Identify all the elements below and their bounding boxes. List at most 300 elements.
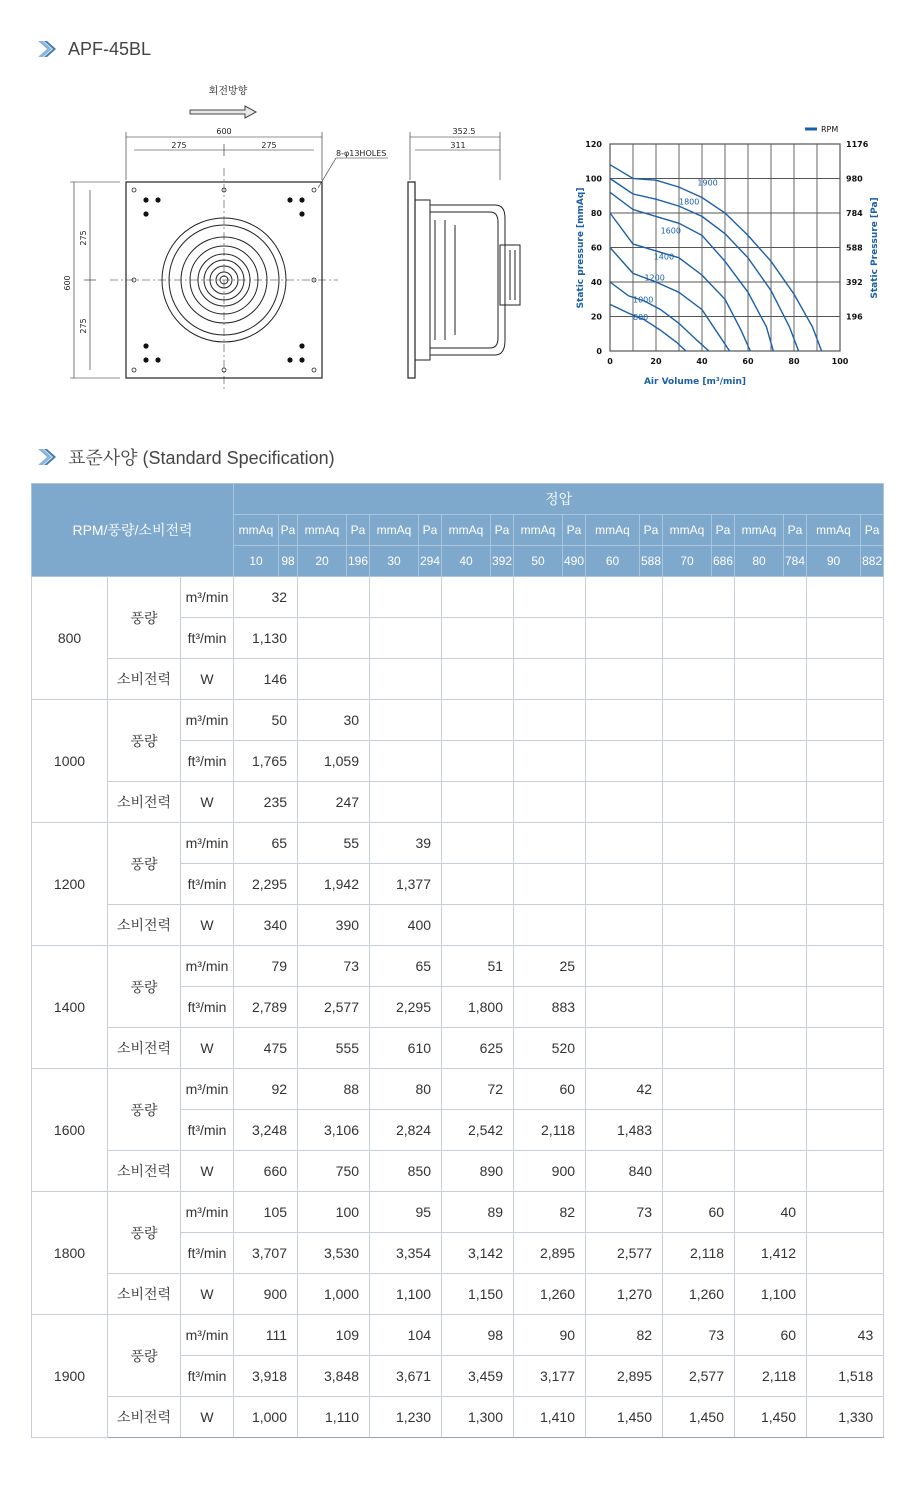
value-cell: 1,518 (807, 1356, 884, 1397)
dim-depth-total: 352.5 (452, 127, 476, 136)
airflow-label: 풍량 (108, 823, 181, 905)
header-unit-mmaq: mmAq (298, 515, 347, 546)
value-cell: 340 (234, 905, 298, 946)
value-cell (663, 864, 735, 905)
rpm-cell: 1400 (32, 946, 108, 1069)
value-cell (663, 823, 735, 864)
airflow-label: 풍량 (108, 1069, 181, 1151)
header-pressure-mmaq: 80 (735, 546, 784, 577)
value-cell (370, 700, 442, 741)
table-row (32, 823, 884, 864)
header-pressure-pa: 686 (712, 546, 735, 577)
value-cell: 1,130 (234, 618, 298, 659)
value-cell: 247 (298, 782, 370, 823)
value-cell: 1,000 (298, 1274, 370, 1315)
value-cell: 32 (234, 577, 298, 618)
value-cell (807, 1069, 884, 1110)
rpm-cell: 800 (32, 577, 108, 700)
power-label: 소비전력 (108, 782, 181, 823)
value-cell (735, 1028, 807, 1069)
value-cell (663, 700, 735, 741)
value-cell: 390 (298, 905, 370, 946)
curve-label-1800: 1800 (679, 197, 700, 207)
value-cell (514, 741, 586, 782)
value-cell: 840 (586, 1151, 663, 1192)
y-tick-label: 80 (590, 209, 602, 218)
value-cell: 1,483 (586, 1110, 663, 1151)
header-corner: RPM/풍량/소비전력 (32, 484, 234, 577)
table-row (32, 1397, 884, 1438)
header-unit-mmaq: mmAq (735, 515, 784, 546)
value-cell: 1,330 (807, 1397, 884, 1438)
value-cell: 660 (234, 1151, 298, 1192)
value-cell (586, 782, 663, 823)
value-cell: 400 (370, 905, 442, 946)
header-unit-pa: Pa (347, 515, 370, 546)
value-cell (807, 1233, 884, 1274)
curve-label-1000: 1000 (633, 295, 654, 305)
value-cell: 30 (298, 700, 370, 741)
value-cell (442, 905, 514, 946)
value-cell (370, 618, 442, 659)
header-pressure-pa: 294 (419, 546, 442, 577)
header-unit-mmaq: mmAq (514, 515, 563, 546)
value-cell: 72 (442, 1069, 514, 1110)
value-cell (735, 659, 807, 700)
curve-label-1600: 1600 (660, 226, 681, 236)
value-cell (663, 618, 735, 659)
y2-tick-label: 784 (846, 209, 863, 218)
value-cell: 90 (514, 1315, 586, 1356)
dim-height-bottom: 275 (79, 318, 88, 334)
value-cell: 92 (234, 1069, 298, 1110)
unit-cell: W (181, 1151, 234, 1192)
header-pressure-mmaq: 60 (586, 546, 640, 577)
value-cell: 79 (234, 946, 298, 987)
value-cell: 73 (298, 946, 370, 987)
value-cell: 625 (442, 1028, 514, 1069)
header-unit-pa: Pa (712, 515, 735, 546)
x-tick-label: 100 (831, 357, 849, 366)
value-cell: 95 (370, 1192, 442, 1233)
header-pressure-pa: 196 (347, 546, 370, 577)
value-cell: 475 (234, 1028, 298, 1069)
value-cell: 1,100 (370, 1274, 442, 1315)
value-cell: 100 (298, 1192, 370, 1233)
header-pressure-mmaq: 40 (442, 546, 491, 577)
table-row (32, 905, 884, 946)
value-cell (586, 946, 663, 987)
value-cell (586, 1028, 663, 1069)
unit-cell: m³/min (181, 1192, 234, 1233)
value-cell: 900 (234, 1274, 298, 1315)
value-cell (442, 577, 514, 618)
value-cell: 104 (370, 1315, 442, 1356)
value-cell: 1,260 (663, 1274, 735, 1315)
header-unit-pa: Pa (861, 515, 884, 546)
value-cell: 235 (234, 782, 298, 823)
power-label: 소비전력 (108, 1397, 181, 1438)
x-tick-label: 60 (742, 357, 754, 366)
unit-cell: W (181, 1397, 234, 1438)
value-cell (663, 659, 735, 700)
value-cell: 1,000 (234, 1397, 298, 1438)
value-cell (370, 741, 442, 782)
value-cell: 2,577 (586, 1233, 663, 1274)
x-tick-label: 80 (788, 357, 800, 366)
value-cell (586, 618, 663, 659)
value-cell: 80 (370, 1069, 442, 1110)
unit-cell: W (181, 1274, 234, 1315)
value-cell: 3,248 (234, 1110, 298, 1151)
value-cell: 39 (370, 823, 442, 864)
value-cell (514, 700, 586, 741)
value-cell (735, 946, 807, 987)
value-cell (663, 782, 735, 823)
unit-cell: m³/min (181, 1315, 234, 1356)
value-cell: 1,412 (735, 1233, 807, 1274)
value-cell: 3,106 (298, 1110, 370, 1151)
value-cell: 1,410 (514, 1397, 586, 1438)
unit-cell: ft³/min (181, 987, 234, 1028)
value-cell: 51 (442, 946, 514, 987)
chart-x-axis-label: Air Volume [m³/min] (643, 377, 747, 387)
value-cell (807, 659, 884, 700)
y2-tick-label: 980 (846, 174, 863, 184)
unit-cell: W (181, 905, 234, 946)
rotation-arrow-icon (190, 106, 256, 118)
value-cell (663, 987, 735, 1028)
value-cell (442, 741, 514, 782)
value-cell: 2,542 (442, 1110, 514, 1151)
header-pressure-mmaq: 50 (514, 546, 563, 577)
value-cell: 555 (298, 1028, 370, 1069)
unit-cell: ft³/min (181, 1356, 234, 1397)
value-cell (370, 782, 442, 823)
unit-cell: ft³/min (181, 1110, 234, 1151)
power-label: 소비전력 (108, 905, 181, 946)
power-label: 소비전력 (108, 1028, 181, 1069)
unit-cell: m³/min (181, 823, 234, 864)
header-unit-mmaq: mmAq (370, 515, 419, 546)
header-pressure-pa: 784 (784, 546, 807, 577)
value-cell: 3,142 (442, 1233, 514, 1274)
header-pressure-mmaq: 90 (807, 546, 861, 577)
y2-tick-label: 588 (846, 243, 863, 253)
value-cell (807, 741, 884, 782)
table-row (32, 1028, 884, 1069)
value-cell: 1,450 (663, 1397, 735, 1438)
rotation-label: 회전방향 (208, 86, 248, 97)
rpm-cell: 1000 (32, 700, 108, 823)
header-static-pressure: 정압 (234, 484, 884, 515)
value-cell (807, 618, 884, 659)
dim-depth-body: 311 (450, 141, 466, 150)
header-pressure-pa: 392 (491, 546, 514, 577)
value-cell: 1,300 (442, 1397, 514, 1438)
dim-holes-note: 8-φ13HOLES (336, 149, 387, 158)
value-cell (663, 577, 735, 618)
value-cell: 890 (442, 1151, 514, 1192)
value-cell: 1,260 (514, 1274, 586, 1315)
unit-cell: ft³/min (181, 618, 234, 659)
power-label: 소비전력 (108, 1151, 181, 1192)
curve-label-1200: 1200 (644, 273, 665, 283)
chart-y-axis-label-right: Static Pressure [Pa] (870, 197, 880, 299)
section-title-spec (36, 444, 335, 470)
value-cell: 105 (234, 1192, 298, 1233)
header-unit-pa: Pa (640, 515, 663, 546)
value-cell: 610 (370, 1028, 442, 1069)
value-cell: 89 (442, 1192, 514, 1233)
dim-width-total: 600 (216, 127, 232, 136)
value-cell (807, 1192, 884, 1233)
table-row (32, 659, 884, 700)
value-cell: 2,577 (298, 987, 370, 1028)
value-cell: 3,177 (514, 1356, 586, 1397)
value-cell: 88 (298, 1069, 370, 1110)
spec-title: 표준사양 (Standard Specification) (68, 448, 335, 468)
value-cell (735, 618, 807, 659)
value-cell: 750 (298, 1151, 370, 1192)
value-cell: 1,270 (586, 1274, 663, 1315)
table-row (32, 1151, 884, 1192)
value-cell: 65 (370, 946, 442, 987)
value-cell: 2,295 (370, 987, 442, 1028)
value-cell (735, 1151, 807, 1192)
value-cell: 2,577 (663, 1356, 735, 1397)
unit-cell: m³/min (181, 1069, 234, 1110)
header-unit-pa: Pa (491, 515, 514, 546)
value-cell (807, 987, 884, 1028)
header-pressure-mmaq: 30 (370, 546, 419, 577)
value-cell (370, 577, 442, 618)
value-cell (514, 577, 586, 618)
value-cell: 1,765 (234, 741, 298, 782)
unit-cell: m³/min (181, 946, 234, 987)
value-cell: 850 (370, 1151, 442, 1192)
value-cell (807, 905, 884, 946)
unit-cell: W (181, 1028, 234, 1069)
value-cell (807, 782, 884, 823)
value-cell (514, 823, 586, 864)
table-row (32, 782, 884, 823)
value-cell (807, 1028, 884, 1069)
value-cell: 60 (735, 1315, 807, 1356)
value-cell: 2,118 (663, 1233, 735, 1274)
performance-chart (555, 118, 885, 398)
header-pressure-mmaq: 20 (298, 546, 347, 577)
curve-label-800: 800 (633, 312, 649, 322)
y-tick-label: 60 (590, 243, 602, 253)
table-row (32, 1274, 884, 1315)
table-row (32, 577, 884, 618)
airflow-label: 풍량 (108, 577, 181, 659)
value-cell: 60 (663, 1192, 735, 1233)
unit-cell: W (181, 659, 234, 700)
value-cell: 73 (586, 1192, 663, 1233)
rpm-cell: 1600 (32, 1069, 108, 1192)
header-pressure-pa: 490 (563, 546, 586, 577)
rpm-cell: 1900 (32, 1315, 108, 1438)
value-cell (735, 1069, 807, 1110)
header-unit-pa: Pa (279, 515, 298, 546)
value-cell (663, 1110, 735, 1151)
y2-tick-label: 392 (846, 278, 863, 287)
value-cell (807, 823, 884, 864)
value-cell (586, 987, 663, 1028)
header-unit-mmaq: mmAq (442, 515, 491, 546)
value-cell: 1,942 (298, 864, 370, 905)
value-cell: 111 (234, 1315, 298, 1356)
value-cell (663, 905, 735, 946)
value-cell: 1,110 (298, 1397, 370, 1438)
y2-tick-label: 196 (846, 312, 863, 322)
value-cell (514, 905, 586, 946)
rpm-cell: 1200 (32, 823, 108, 946)
unit-cell: ft³/min (181, 741, 234, 782)
unit-cell: m³/min (181, 700, 234, 741)
value-cell: 520 (514, 1028, 586, 1069)
curve-label-1900: 1900 (697, 178, 718, 188)
rpm-cell: 1800 (32, 1192, 108, 1315)
header-unit-mmaq: mmAq (663, 515, 712, 546)
unit-cell: W (181, 782, 234, 823)
value-cell: 2,118 (514, 1110, 586, 1151)
y-tick-label: 0 (596, 347, 602, 356)
header-pressure-pa: 588 (640, 546, 663, 577)
section-title-model (36, 38, 151, 60)
curve-label-1400: 1400 (653, 252, 675, 262)
value-cell: 1,377 (370, 864, 442, 905)
value-cell: 2,789 (234, 987, 298, 1028)
value-cell: 3,459 (442, 1356, 514, 1397)
header-unit-pa: Pa (563, 515, 586, 546)
header-unit-mmaq: mmAq (807, 515, 861, 546)
dim-height-top: 275 (79, 230, 88, 246)
value-cell: 1,150 (442, 1274, 514, 1315)
header-pressure-mmaq: 10 (234, 546, 279, 577)
value-cell (735, 782, 807, 823)
header-unit-mmaq: mmAq (234, 515, 279, 546)
chart-y-axis-label-left: Static pressure [mmAq] (576, 187, 586, 309)
value-cell: 883 (514, 987, 586, 1028)
value-cell (807, 864, 884, 905)
value-cell: 146 (234, 659, 298, 700)
value-cell: 1,230 (370, 1397, 442, 1438)
unit-cell: m³/min (181, 577, 234, 618)
x-tick-label: 20 (650, 357, 662, 366)
value-cell: 2,295 (234, 864, 298, 905)
y-tick-label: 20 (590, 312, 602, 322)
value-cell (586, 741, 663, 782)
value-cell: 43 (807, 1315, 884, 1356)
value-cell (586, 905, 663, 946)
value-cell: 60 (514, 1069, 586, 1110)
value-cell: 55 (298, 823, 370, 864)
value-cell (735, 741, 807, 782)
value-cell (586, 864, 663, 905)
value-cell (807, 1274, 884, 1315)
value-cell: 82 (514, 1192, 586, 1233)
header-unit-pa: Pa (784, 515, 807, 546)
value-cell (807, 700, 884, 741)
y-tick-label: 40 (590, 278, 602, 287)
x-tick-label: 40 (696, 357, 708, 366)
legend-label: RPM (821, 125, 839, 134)
value-cell (807, 577, 884, 618)
table-row (32, 946, 884, 987)
value-cell (586, 700, 663, 741)
value-cell (442, 823, 514, 864)
value-cell (442, 659, 514, 700)
value-cell (663, 946, 735, 987)
y-tick-label: 100 (585, 174, 602, 184)
value-cell (735, 700, 807, 741)
value-cell (514, 618, 586, 659)
value-cell (663, 1028, 735, 1069)
unit-cell: ft³/min (181, 1233, 234, 1274)
value-cell: 1,100 (735, 1274, 807, 1315)
value-cell: 42 (586, 1069, 663, 1110)
chevron-right-icon (36, 446, 58, 468)
value-cell: 40 (735, 1192, 807, 1233)
value-cell: 65 (234, 823, 298, 864)
value-cell: 3,530 (298, 1233, 370, 1274)
airflow-label: 풍량 (108, 946, 181, 1028)
header-unit-mmaq: mmAq (586, 515, 640, 546)
value-cell (663, 1069, 735, 1110)
value-cell: 98 (442, 1315, 514, 1356)
header-pressure-pa: 882 (861, 546, 884, 577)
value-cell (586, 823, 663, 864)
value-cell: 25 (514, 946, 586, 987)
value-cell (586, 659, 663, 700)
value-cell (663, 1151, 735, 1192)
value-cell: 3,918 (234, 1356, 298, 1397)
value-cell: 82 (586, 1315, 663, 1356)
header-unit-pa: Pa (419, 515, 442, 546)
value-cell (586, 577, 663, 618)
value-cell (298, 618, 370, 659)
dim-height-total: 600 (63, 275, 72, 291)
value-cell (807, 1151, 884, 1192)
value-cell (442, 864, 514, 905)
table-row (32, 1315, 884, 1356)
value-cell (807, 946, 884, 987)
y-tick-label: 120 (585, 140, 602, 149)
power-label: 소비전력 (108, 1274, 181, 1315)
value-cell (663, 741, 735, 782)
value-cell: 3,354 (370, 1233, 442, 1274)
spec-table (31, 483, 884, 1438)
model-title: APF-45BL (68, 38, 152, 59)
value-cell (514, 659, 586, 700)
value-cell: 2,895 (514, 1233, 586, 1274)
airflow-label: 풍량 (108, 700, 181, 782)
value-cell: 1,450 (735, 1397, 807, 1438)
value-cell: 2,824 (370, 1110, 442, 1151)
header-pressure-mmaq: 70 (663, 546, 712, 577)
table-row (32, 700, 884, 741)
value-cell: 2,118 (735, 1356, 807, 1397)
value-cell: 50 (234, 700, 298, 741)
value-cell: 109 (298, 1315, 370, 1356)
x-tick-label: 0 (607, 357, 613, 366)
chevron-right-icon (36, 38, 58, 60)
value-cell (735, 823, 807, 864)
value-cell (735, 864, 807, 905)
